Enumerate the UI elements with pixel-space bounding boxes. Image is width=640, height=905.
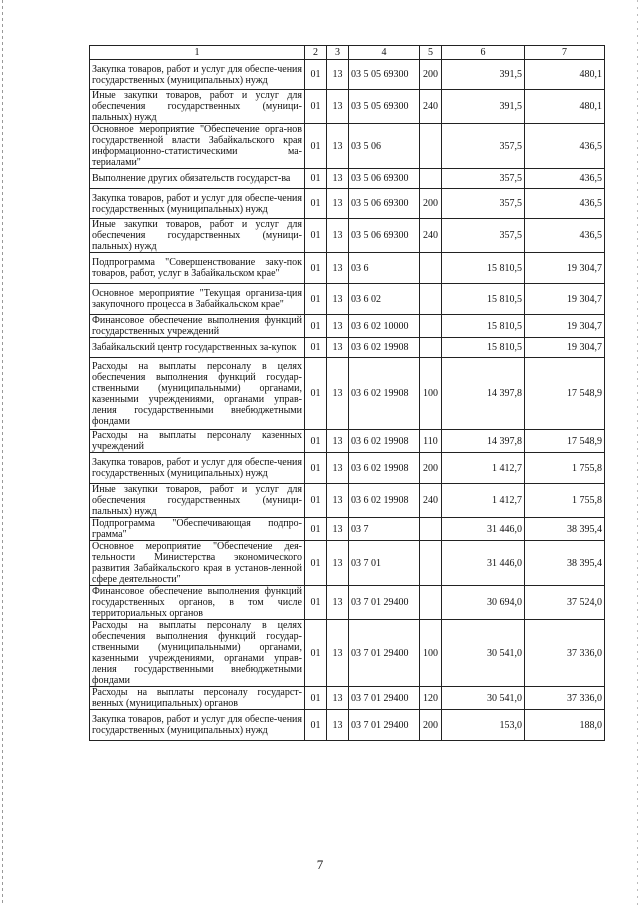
row-target-article: 03 5 06: [349, 124, 420, 169]
row-amount-col7: 436,5: [525, 124, 605, 169]
row-amount-col7: 436,5: [525, 169, 605, 189]
row-subsection: 13: [327, 453, 349, 484]
row-section: 01: [305, 687, 327, 710]
header-col-3: 3: [327, 46, 349, 60]
row-expense-type: [420, 124, 442, 169]
row-amount-col7: 37 524,0: [525, 586, 605, 620]
row-expense-type: [420, 284, 442, 315]
row-amount-col7: 19 304,7: [525, 253, 605, 284]
row-target-article: 03 5 06 69300: [349, 219, 420, 253]
header-col-4: 4: [349, 46, 420, 60]
row-amount-col6: 15 810,5: [442, 338, 525, 358]
row-amount-col6: 153,0: [442, 710, 525, 741]
row-section: 01: [305, 453, 327, 484]
row-target-article: 03 5 05 69300: [349, 60, 420, 90]
table-row: [90, 219, 605, 253]
row-expense-type: [420, 338, 442, 358]
row-name: Выполнение других обязательств государст-ва: [90, 169, 305, 189]
row-name: Расходы на выплаты персоналу в целях обеспечения выполнения функций государ-ственными (муниципальными) органами, казенными учреждениями, органами управ-ления государственными внебюджетными фондами: [90, 358, 305, 430]
row-section: 01: [305, 169, 327, 189]
row-section: 01: [305, 710, 327, 741]
row-amount-col7: 436,5: [525, 189, 605, 219]
row-expense-type: 240: [420, 90, 442, 124]
table-row: [90, 284, 605, 315]
row-expense-type: 200: [420, 453, 442, 484]
row-name: Основное мероприятие "Обеспечение дея-тельности Министерства экономического развития Забайкальского края в установ-ленной сфере деятельности": [90, 541, 305, 586]
table-row: [90, 189, 605, 219]
row-subsection: 13: [327, 710, 349, 741]
table-row: [90, 169, 605, 189]
row-expense-type: 120: [420, 687, 442, 710]
row-section: 01: [305, 219, 327, 253]
row-section: 01: [305, 60, 327, 90]
table-row: [90, 687, 605, 710]
header-col-5: 5: [420, 46, 442, 60]
row-section: 01: [305, 430, 327, 453]
row-name: Расходы на выплаты персоналу в целях обеспечения выполнения функций государ-ственными (муниципальными) органами, казенными учреждениями, органами управ-ления государственными внебюджетными фондами: [90, 620, 305, 687]
table-row: [90, 60, 605, 90]
row-subsection: 13: [327, 358, 349, 430]
row-subsection: 13: [327, 169, 349, 189]
table-row: [90, 315, 605, 338]
row-target-article: 03 6 02 19908: [349, 453, 420, 484]
table-row: [90, 518, 605, 541]
table-row: [90, 90, 605, 124]
row-subsection: 13: [327, 430, 349, 453]
row-amount-col7: 188,0: [525, 710, 605, 741]
row-amount-col6: 1 412,7: [442, 484, 525, 518]
row-amount-col7: 480,1: [525, 60, 605, 90]
scan-edge-right: [637, 0, 638, 905]
row-subsection: 13: [327, 687, 349, 710]
table-row: [90, 358, 605, 430]
row-subsection: 13: [327, 124, 349, 169]
row-target-article: 03 5 06 69300: [349, 189, 420, 219]
row-amount-col6: 357,5: [442, 124, 525, 169]
row-amount-col6: 31 446,0: [442, 518, 525, 541]
row-target-article: 03 7 01 29400: [349, 710, 420, 741]
scan-edge-left: [2, 0, 3, 905]
table-row: [90, 484, 605, 518]
row-section: 01: [305, 358, 327, 430]
row-subsection: 13: [327, 253, 349, 284]
row-name: Финансовое обеспечение выполнения функций государственных учреждений: [90, 315, 305, 338]
row-target-article: 03 7: [349, 518, 420, 541]
table-header-row: [90, 46, 605, 60]
row-expense-type: 100: [420, 358, 442, 430]
row-amount-col7: 17 548,9: [525, 430, 605, 453]
row-expense-type: [420, 253, 442, 284]
row-section: 01: [305, 284, 327, 315]
row-target-article: 03 6 02 19908: [349, 358, 420, 430]
header-col-6: 6: [442, 46, 525, 60]
table-row: [90, 338, 605, 358]
row-name: Закупка товаров, работ и услуг для обеспе-чения государственных (муниципальных) нужд: [90, 60, 305, 90]
row-section: 01: [305, 541, 327, 586]
row-amount-col6: 14 397,8: [442, 430, 525, 453]
row-name: Иные закупки товаров, работ и услуг для обеспечения государственных (муници-пальных) нужд: [90, 90, 305, 124]
row-name: Финансовое обеспечение выполнения функций государственных органов, в том числе территориальных органов: [90, 586, 305, 620]
row-subsection: 13: [327, 518, 349, 541]
row-expense-type: 110: [420, 430, 442, 453]
row-subsection: 13: [327, 620, 349, 687]
row-target-article: 03 6 02: [349, 284, 420, 315]
row-name: Подпрограмма "Обеспечивающая подпро-грамма": [90, 518, 305, 541]
row-amount-col6: 15 810,5: [442, 284, 525, 315]
row-subsection: 13: [327, 189, 349, 219]
row-amount-col6: 30 694,0: [442, 586, 525, 620]
table-row: [90, 453, 605, 484]
row-subsection: 13: [327, 338, 349, 358]
row-name: Основное мероприятие "Текущая организа-ция закупочного процесса в Забайкальском крае": [90, 284, 305, 315]
row-amount-col6: 357,5: [442, 189, 525, 219]
row-section: 01: [305, 586, 327, 620]
row-amount-col7: 19 304,7: [525, 284, 605, 315]
row-amount-col7: 19 304,7: [525, 315, 605, 338]
row-expense-type: 200: [420, 189, 442, 219]
row-section: 01: [305, 253, 327, 284]
budget-table: [89, 45, 605, 741]
row-amount-col7: 1 755,8: [525, 453, 605, 484]
row-name: Расходы на выплаты персоналу казенных учреждений: [90, 430, 305, 453]
row-section: 01: [305, 90, 327, 124]
row-target-article: 03 7 01 29400: [349, 687, 420, 710]
row-subsection: 13: [327, 484, 349, 518]
row-name: Закупка товаров, работ и услуг для обеспе-чения государственных (муниципальных) нужд: [90, 453, 305, 484]
row-subsection: 13: [327, 315, 349, 338]
row-name: Подпрограмма "Совершенствование заку-пок товаров, работ, услуг в Забайкальском крае": [90, 253, 305, 284]
row-subsection: 13: [327, 219, 349, 253]
row-name: Иные закупки товаров, работ и услуг для обеспечения государственных (муници-пальных) нужд: [90, 219, 305, 253]
row-expense-type: 100: [420, 620, 442, 687]
row-amount-col6: 31 446,0: [442, 541, 525, 586]
row-subsection: 13: [327, 60, 349, 90]
row-amount-col6: 391,5: [442, 60, 525, 90]
row-amount-col6: 14 397,8: [442, 358, 525, 430]
row-expense-type: 200: [420, 710, 442, 741]
table-row: [90, 124, 605, 169]
row-amount-col7: 37 336,0: [525, 620, 605, 687]
row-amount-col7: 38 395,4: [525, 541, 605, 586]
row-target-article: 03 5 05 69300: [349, 90, 420, 124]
row-section: 01: [305, 518, 327, 541]
row-amount-col7: 37 336,0: [525, 687, 605, 710]
table-row: [90, 710, 605, 741]
table-row: [90, 430, 605, 453]
row-target-article: 03 6 02 10000: [349, 315, 420, 338]
row-expense-type: [420, 586, 442, 620]
table-row: [90, 541, 605, 586]
header-col-1: 1: [90, 46, 305, 60]
row-target-article: 03 6 02 19908: [349, 484, 420, 518]
row-amount-col6: 391,5: [442, 90, 525, 124]
row-target-article: 03 7 01: [349, 541, 420, 586]
row-amount-col6: 15 810,5: [442, 253, 525, 284]
row-amount-col6: 15 810,5: [442, 315, 525, 338]
row-amount-col7: 17 548,9: [525, 358, 605, 430]
row-name: Закупка товаров, работ и услуг для обеспе-чения государственных (муниципальных) нужд: [90, 710, 305, 741]
row-amount-col6: 30 541,0: [442, 620, 525, 687]
row-expense-type: [420, 315, 442, 338]
row-subsection: 13: [327, 284, 349, 315]
row-amount-col7: 436,5: [525, 219, 605, 253]
header-col-7: 7: [525, 46, 605, 60]
row-section: 01: [305, 484, 327, 518]
row-amount-col7: 19 304,7: [525, 338, 605, 358]
page-number: 7: [316, 857, 324, 872]
row-name: Иные закупки товаров, работ и услуг для обеспечения государственных (муници-пальных) нужд: [90, 484, 305, 518]
row-amount-col7: 38 395,4: [525, 518, 605, 541]
row-subsection: 13: [327, 90, 349, 124]
row-subsection: 13: [327, 586, 349, 620]
row-target-article: 03 6 02 19908: [349, 430, 420, 453]
row-amount-col6: 357,5: [442, 219, 525, 253]
row-expense-type: [420, 169, 442, 189]
row-section: 01: [305, 338, 327, 358]
row-expense-type: [420, 518, 442, 541]
row-amount-col6: 30 541,0: [442, 687, 525, 710]
row-amount-col7: 1 755,8: [525, 484, 605, 518]
row-section: 01: [305, 315, 327, 338]
row-section: 01: [305, 124, 327, 169]
row-expense-type: [420, 541, 442, 586]
row-amount-col6: 357,5: [442, 169, 525, 189]
row-section: 01: [305, 189, 327, 219]
table-body: [90, 60, 605, 741]
row-target-article: 03 7 01 29400: [349, 620, 420, 687]
header-col-2: 2: [305, 46, 327, 60]
table-row: [90, 253, 605, 284]
row-name: Закупка товаров, работ и услуг для обеспе-чения государственных (муниципальных) нужд: [90, 189, 305, 219]
row-target-article: 03 6 02 19908: [349, 338, 420, 358]
row-target-article: 03 7 01 29400: [349, 586, 420, 620]
row-name: Расходы на выплаты персоналу государст-венных (муниципальных) органов: [90, 687, 305, 710]
row-subsection: 13: [327, 541, 349, 586]
row-expense-type: 240: [420, 219, 442, 253]
row-amount-col7: 480,1: [525, 90, 605, 124]
row-target-article: 03 5 06 69300: [349, 169, 420, 189]
row-name: Забайкальский центр государственных за-купок: [90, 338, 305, 358]
table-row: [90, 620, 605, 687]
row-name: Основное мероприятие "Обеспечение орга-нов государственной власти Забайкальского края информационно-статистическими ма-териалами": [90, 124, 305, 169]
row-expense-type: 240: [420, 484, 442, 518]
row-target-article: 03 6: [349, 253, 420, 284]
row-section: 01: [305, 620, 327, 687]
table-row: [90, 586, 605, 620]
row-amount-col6: 1 412,7: [442, 453, 525, 484]
row-expense-type: 200: [420, 60, 442, 90]
